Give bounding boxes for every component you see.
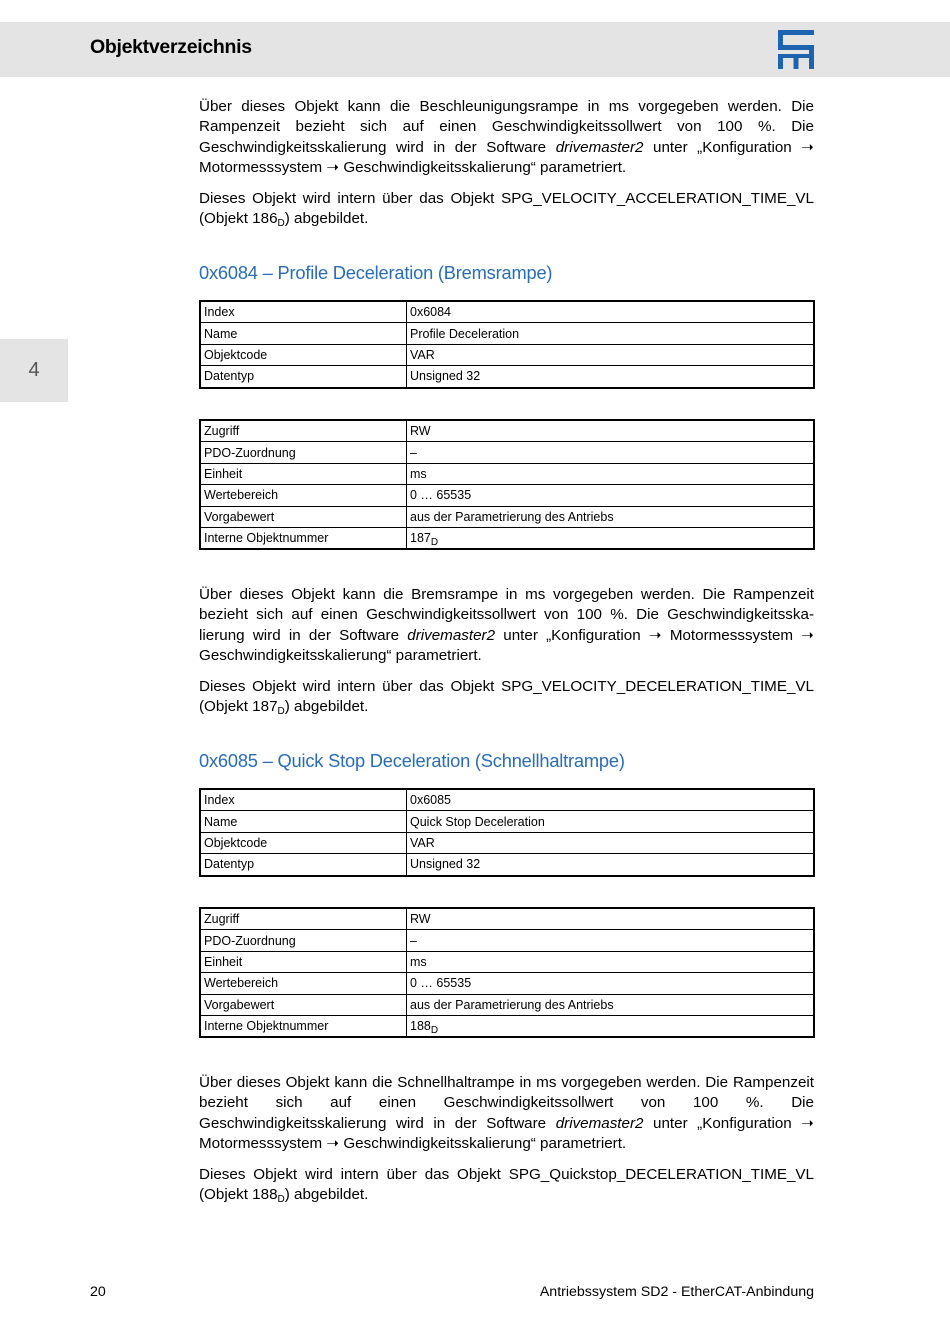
table-row [200,832,814,853]
table-row [200,527,814,549]
page-header-title: Objektverzeichnis [90,36,252,58]
company-logo [778,30,814,69]
section-heading-6084: 0x6084 – Profile Deceleration (Bremsrampe) [199,262,553,283]
table-key: Wertebereich [200,485,407,506]
table-key: Datentyp [200,366,407,388]
intro-paragraph-1: Über dieses Objekt kann die Beschleunigungsrampe in ms vorgegeben werden. Die Rampenzeit bezieht sich auf einen Geschwindigkeitssollwert von 100 %. Die Geschwindigkeitsskalierung wird in der Software drivemaster2 unter „Konfiguration ➝ Motormesssystem ➝ Geschwindigkeitsskalierung“ parametriert. [199,98,815,176]
table-row [200,951,814,972]
table-value: 0x6085 [407,789,815,811]
table-value: VAR [407,344,815,365]
table-value: Unsigned 32 [407,366,815,388]
table-key: Zugriff [200,420,407,442]
table-value: Quick Stop Deceleration [407,811,815,832]
section-heading-6085: 0x6085 – Quick Stop Deceleration (Schnellhaltrampe) [199,750,625,771]
table-row [200,908,814,930]
table-value: Profile Deceleration [407,323,815,344]
table-value: $188_D$ [407,1015,815,1037]
table-row [200,789,814,811]
table-key: Index [200,301,407,323]
table-value: RW [407,420,815,442]
table-key: Einheit [200,463,407,484]
table-row [200,973,814,994]
table-value: 0x6084 [407,301,815,323]
table-row [200,506,814,527]
table-row [200,930,814,951]
table-row [200,1015,814,1037]
table-value: ms [407,951,815,972]
table-row [200,811,814,832]
table-row [200,994,814,1015]
table-value: – [407,930,815,951]
table-row [200,854,814,876]
table-key: Name [200,811,407,832]
table-key: Datentyp [200,854,407,876]
object-table-6085-basic [199,788,815,877]
table-key: Interne Objektnummer [200,527,407,549]
table-key: Objektcode [200,832,407,853]
section-6085-text [199,1073,814,1206]
table-key: PDO-Zuordnung [200,930,407,951]
section-6084-paragraph-2: Dieses Objekt wird intern über das Objekt SPG_VELOCITY_DECELERATION_TIME_VL (Objekt $187_D$) abgebildet. [199,678,814,718]
table-row [200,442,814,463]
table-value: VAR [407,832,815,853]
table-key: Einheit [200,951,407,972]
table-key: PDO-Zuordnung [200,442,407,463]
object-table-6084-basic [199,300,815,389]
intro-paragraph-2: Dieses Objekt wird intern über das Objekt SPG_VELOCITY_ACCELERATION_TIME_VL (Objekt $186_D$) abgebildet. [199,190,814,230]
table-value: ms [407,463,815,484]
table-row [200,301,814,323]
table-value: 0 … 65535 [407,973,815,994]
table-value: aus der Parametrierung des Antriebs [407,994,815,1015]
table-value: $187_D$ [407,527,815,549]
table-value: aus der Parametrierung des Antriebs [407,506,815,527]
table-value: Unsigned 32 [407,854,815,876]
table-key: Vorgabewert [200,506,407,527]
table-row [200,485,814,506]
table-value: – [407,442,815,463]
table-key: Wertebereich [200,973,407,994]
table-row [200,420,814,442]
section-6085-paragraph-1: Über dieses Objekt kann die Schnellhaltrampe in ms vorgegeben werden. Die Rampenzeit bezieht sich auf einen Geschwindigkeitssollwert von 100 %. Die Geschwindigkeitsskalierung wird in der Software drivemaster2 unter „Konfiguration ➝ Motormesssystem ➝ Geschwindigkeitsskalierung“ parametriert. [199,1074,815,1152]
section-6085-paragraph-2: Dieses Objekt wird intern über das Objekt SPG_Quickstop_DECELERATION_TIME_VL (Objekt $188_D$) abgebildet. [199,1166,814,1206]
section-6084-text [199,585,814,718]
table-key: Interne Objektnummer [200,1015,407,1037]
table-value: RW [407,908,815,930]
page-number: 20 [90,1284,106,1300]
footer-doc-title: Antriebssystem SD2 - EtherCAT-Anbindung [539,1284,814,1300]
chapter-tab: 4 [0,339,68,402]
table-key: Name [200,323,407,344]
table-row [200,366,814,388]
table-key: Zugriff [200,908,407,930]
section-6084-paragraph-1: Über dieses Objekt kann die Bremsrampe in ms vorgegeben werden. Die Rampenzeit bezieht sich auf einen Geschwindigkeitssollwert von 100 %. Die Geschwindigkeitsskalierung wird in der Software drivemaster2 unter „Konfiguration ➝ Motormesssystem ➝ Geschwindigkeitsskalierung“ parametriert. [199,586,814,664]
table-key: Index [200,789,407,811]
intro-block [199,97,814,230]
table-row [200,323,814,344]
table-key: Objektcode [200,344,407,365]
table-value: 0 … 65535 [407,485,815,506]
table-key: Vorgabewert [200,994,407,1015]
table-row [200,463,814,484]
object-table-6084-access [199,419,815,550]
object-table-6085-access [199,907,815,1038]
table-row [200,344,814,365]
